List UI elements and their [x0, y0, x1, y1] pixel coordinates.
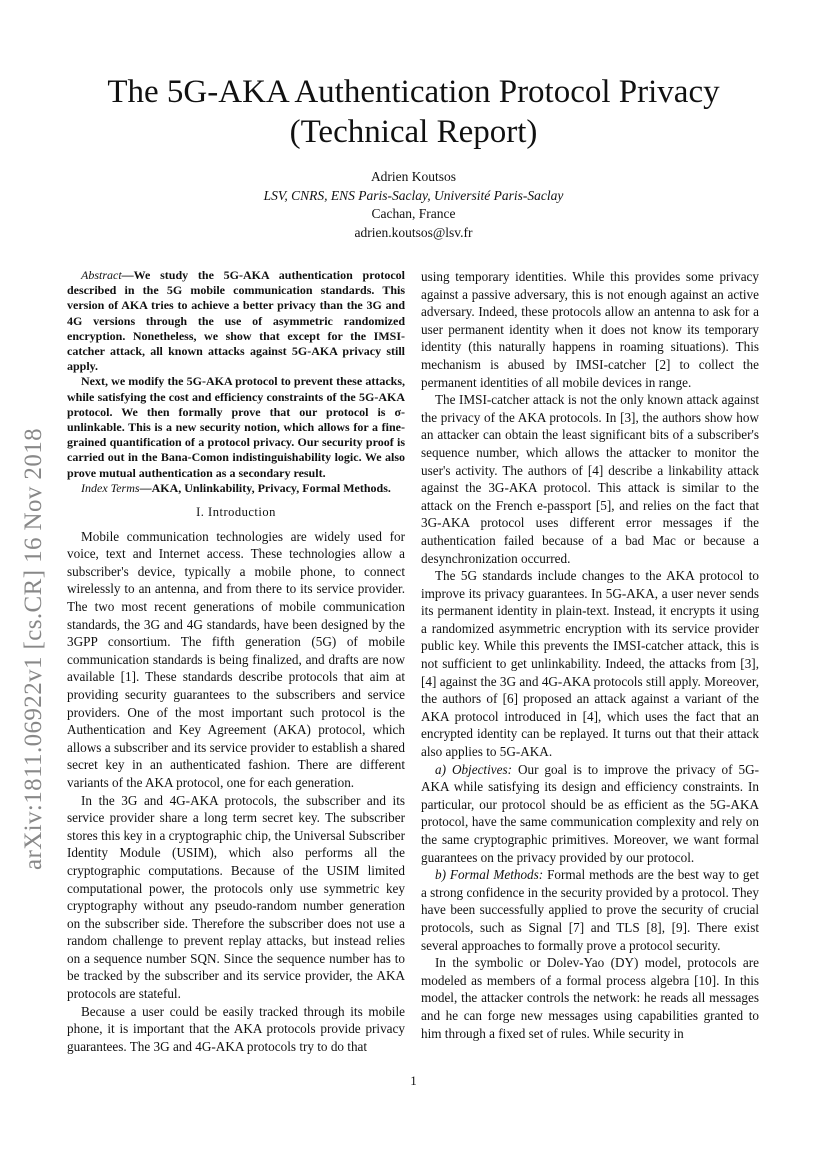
- index-terms-label: Index Terms: [81, 480, 140, 495]
- right-paragraph-2: The IMSI-catcher attack is not the only known attack against the privacy of the AKA protocols. In [3], the authors show how an attacker can obtain the least significant bits of a subscriber's sequence number, which allows the attacker to monitor the user's activity. The authors of [4] describe a linkability attack against the 3G-AKA protocol. This attack is similar to the attack on the French e-passport [5], and relies on the fact that 3G-AKA protocol uses different error messages if the authentication failed because of a bad Mac or because a desynchronization occurred.: [421, 392, 759, 566]
- abstract-label: Abstract: [81, 268, 122, 282]
- formal-methods-paragraph: [421, 866, 759, 954]
- paper-title: [60, 72, 767, 152]
- objectives-heading: a) Objectives:: [435, 761, 512, 777]
- author-block: [60, 168, 767, 242]
- formal-methods-heading: b) Formal Methods:: [435, 867, 544, 883]
- right-paragraph-6: In the symbolic or Dolev-Yao (DY) model, protocols are modeled as members of a formal process algebra [10]. In this model, the attacker controls the network: he reads all messages and he can forge new messages using capabilities granted to him through a fixed set of rules. While security in: [421, 955, 759, 1041]
- section-heading-introduction: I. Introduction: [196, 505, 276, 520]
- author-email[interactable]: adrien.koutsos@lsv.fr: [354, 224, 473, 240]
- arxiv-identifier: arXiv:1811.06922v1 [cs.CR] 16 Nov 2018: [20, 427, 47, 870]
- author-name: Adrien Koutsos: [370, 169, 457, 184]
- title-line-1: The 5G-AKA Authentication Protocol Privacy: [107, 74, 720, 110]
- author-location: Cachan, France: [371, 206, 456, 221]
- abstract-text-1: —We study the 5G-AKA authentication protocol described in the 5G mobile communication standards. This version of AKA tries to achieve a better privacy than the 3G and 4G versions through the use of asymmetric randomized encryption. Nonetheless, we show that except for the IMSI-catcher attack, all known attacks against 5G-AKA privacy still apply.: [67, 268, 405, 374]
- objectives-paragraph: [421, 761, 759, 867]
- author-affiliation: LSV, CNRS, ENS Paris-Saclay, Université Paris-Saclay: [263, 187, 564, 203]
- right-paragraph-1: using temporary identities. While this provides some privacy against a passive adversary, this is not enough against an active adversary. Indeed, these protocols allow an antenna to ask for a user permanent identity when it does not know its temporary identity (this naturally happens in roaming situations). This mechanism is abused by IMSI-catcher [2] to collect the permanent identities of all mobile devices in range.: [421, 269, 759, 390]
- right-column: [421, 268, 759, 1042]
- intro-paragraph-1: Mobile communication technologies are widely used for voice, text and Internet access. These technologies allow a subscriber's device, typically a mobile phone, to connect wirelessly to an antenna, and from there to its service provider. The two most recent generations of mobile communication standards, the 3G and 4G standards, have been designed by the 3GPP consortium. The fifth generation (5G) of mobile communication standards is being finalized, and drafts are now available [1]. These standards describe protocols that aim at providing security guarantees to the subscribers and service providers. One of the most important such protocol is the Authentication and Key Agreement (AKA) protocol, which allows a subscriber and its service provider to establish a shared secret key in an authenticated fashion. There are different variants of the AKA protocol, one for each generation.: [67, 528, 405, 790]
- intro-paragraph-3: Because a user could be easily tracked through its mobile phone, it is important that the AKA protocols provide privacy guarantees. The 3G and 4G-AKA protocols try to do that: [67, 1003, 405, 1054]
- abstract-text-2: Next, we modify the 5G-AKA protocol to prevent these attacks, while satisfying the cost and efficiency constraints of the 5G-AKA protocol. We then formally prove that our protocol is σ-unlinkable. This is a new security notion, which allows for a fine-grained quantification of a protocol privacy. Our security proof is carried out in the Bana-Comon indistinguishability logic. We also prove mutual authentication as a secondary result.: [67, 374, 405, 480]
- objectives-text: Our goal is to improve the privacy of 5G-AKA while satisfying its design and efficiency constraints. In particular, our protocol should be as efficient as the 5G-AKA protocol, have the same communication complexity and rely on the same cryptographic primitives. Moreover, we want formal guarantees on the privacy provided by our protocol.: [421, 761, 760, 865]
- title-line-2: (Technical Report): [289, 114, 538, 150]
- intro-paragraph-2: In the 3G and 4G-AKA protocols, the subscriber and its service provider share a long term secret key. The subscriber stores this key in a cryptographic chip, the Universal Subscriber Identity Module (USIM), which also performs all the cryptographic computations. Because of the USIM limited computational power, the protocols only use symmetric key cryptography without any pseudo-random number generation on the subscriber side. Therefore the subscriber does not use a random challenge to prevent replay attacks, but instead relies on a sequence number SQN. Since the sequence number has to be tracked by the subscriber and its service provider, the AKA protocols are stateful.: [67, 792, 405, 1002]
- page-number: 1: [410, 1073, 417, 1088]
- right-paragraph-3: The 5G standards include changes to the AKA protocol to improve its privacy guarantees. In 5G-AKA, a user never sends its permanent identity in plain-text. Instead, it encrypts it using a randomized asymmetric encryption with its service provider public key. While this prevents the IMSI-catcher attack, this is not sufficient to get unlinkability. Indeed, the attacks from [3], [4] against the 3G and 4G-AKA protocols still apply. Moreover, the authors of [6] proposed an attack against a variant of the AKA protocol introduced in [4], which uses the fact that an encrypted identity can be replayed. It turns out that their attack also applies to 5G-AKA.: [421, 568, 759, 760]
- left-column: [67, 268, 405, 1055]
- abstract: [67, 268, 405, 496]
- index-terms: —AKA, Unlinkability, Privacy, Formal Methods.: [139, 480, 391, 495]
- formal-methods-text: Formal methods are the best way to get a strong confidence in the security provided by a protocol. They have been successfully applied to prove the security of crucial protocols, such as Signal [7] and TLS [8], [9]. There exist several approaches to formally prove a protocol security.: [421, 867, 759, 953]
